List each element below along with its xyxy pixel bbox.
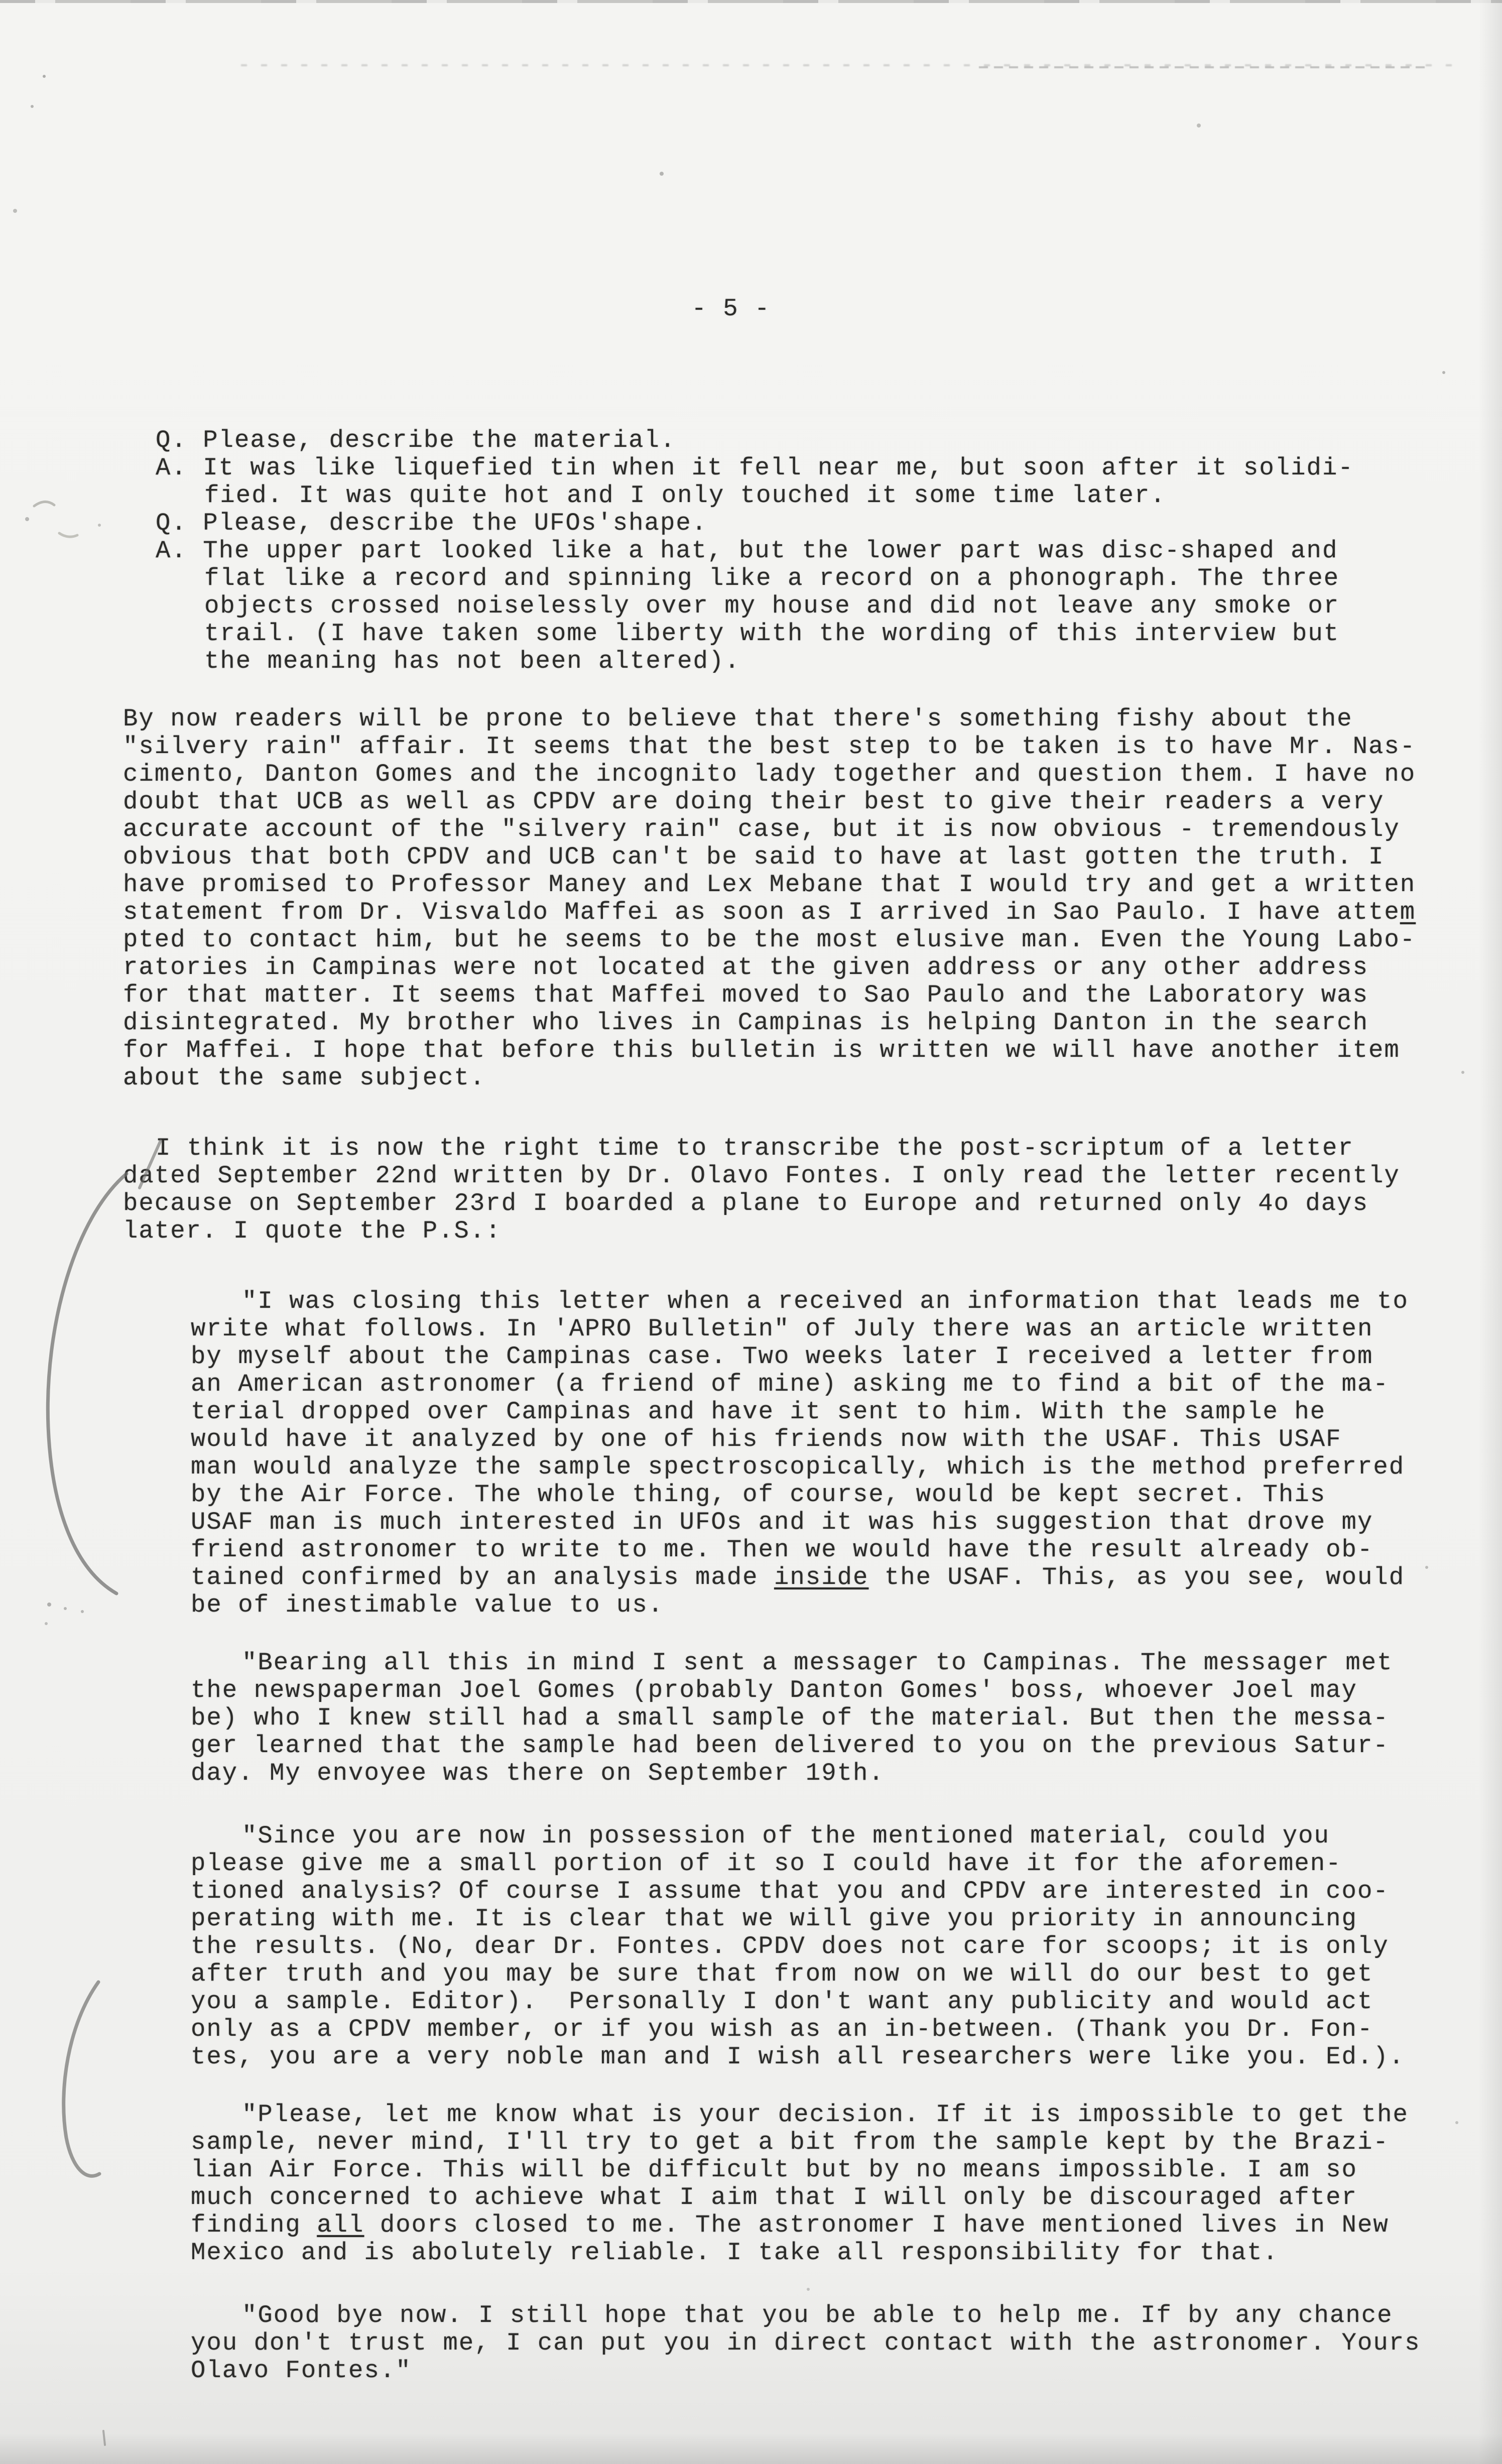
- silvery-rain-paragraph: [0, 705, 1502, 1092]
- page-number: - 5 -: [691, 295, 771, 323]
- text-line: for Maffei. I hope that before this bulletin is written we will have another item: [123, 1036, 1400, 1064]
- text-line: doubt that UCB as well as CPDV are doing their best to give their readers a very: [123, 788, 1385, 816]
- text-line: flat like a record and spinning like a record on a phonograph. The three: [204, 564, 1340, 592]
- text-line: friend astronomer to write to me. Then we would have the result already ob-: [191, 1536, 1373, 1564]
- text-line: "Please, let me know what is your decision. If it is impossible to get the: [242, 2101, 1409, 2129]
- text-line: tioned analysis? Of course I assume that you and CPDV are interested in coo-: [191, 1877, 1389, 1905]
- text-line: Mexico and is abolutely reliable. I take all responsibility for that.: [191, 2239, 1279, 2267]
- text-line: terial dropped over Campinas and have it sent to him. With the sample he: [191, 1398, 1326, 1426]
- text-line: Q. Please, describe the UFOs'shape.: [156, 509, 708, 537]
- text-line: "silvery rain" affair. It seems that the best step to be taken is to have Mr. Nas-: [123, 732, 1416, 761]
- text-line: tes, you are a very noble man and I wish all researchers were like you. Ed.).: [191, 2043, 1405, 2071]
- text-line: only as a CPDV member, or if you wish as an in-between. (Thank you Dr. Fon-: [191, 2015, 1373, 2043]
- document-lines: [0, 427, 1502, 2385]
- text-line: disintegrated. My brother who lives in Campinas is helping Danton in the search: [123, 1009, 1368, 1037]
- text-line: tained confirmed by an analysis made inside the USAF. This, as you see, would: [191, 1563, 1405, 1591]
- text-line: day. My envoyee was there on September 19th.: [191, 1759, 885, 1787]
- text-line: A. The upper part looked like a hat, but the lower part was disc-shaped and: [156, 537, 1338, 565]
- text-line: would have it analyzed by one of his friends now with the USAF. This USAF: [191, 1425, 1342, 1453]
- text-line: A. It was like liquefied tin when it fell near me, but soon after it solidi-: [156, 454, 1354, 482]
- text-line: the meaning has not been altered).: [204, 647, 740, 675]
- letter-paragraph-goodbye: [0, 2302, 1502, 2385]
- text-line: By now readers will be prone to believe that there's something fishy about the: [123, 705, 1353, 733]
- text-line: finding all doors closed to me. The astronomer I have mentioned lives in New: [191, 2211, 1389, 2239]
- text-line: you a sample. Editor). Personally I don't want any publicity and would act: [191, 1988, 1373, 2016]
- text-line: ratories in Campinas were not located at the given address or any other address: [123, 953, 1368, 981]
- letter-paragraph-please: [0, 2101, 1502, 2267]
- text-line: much concerned to achieve what I aim that I will only be discouraged after: [191, 2183, 1357, 2211]
- text-line: "I was closing this letter when a received an information that leads me to: [242, 1287, 1409, 1315]
- text-line: for that matter. It seems that Maffei moved to Sao Paulo and the Laboratory was: [123, 981, 1368, 1009]
- text-line: an American astronomer (a friend of mine) asking me to find a bit of the ma-: [191, 1370, 1389, 1398]
- text-line: be of inestimable value to us.: [191, 1591, 664, 1619]
- qa-interview-block: [0, 427, 1502, 675]
- text-line: later. I quote the P.S.:: [123, 1217, 502, 1245]
- text-line: man would analyze the sample spectroscopically, which is the method preferred: [191, 1453, 1405, 1481]
- letter-paragraph-since: [0, 1822, 1502, 2071]
- text-line: statement from Dr. Visvaldo Maffei as soon as I arrived in Sao Paulo. I have attem: [123, 898, 1416, 926]
- text-line: trail. (I have taken some liberty with the wording of this interview but: [204, 620, 1340, 648]
- text-line: cimento, Danton Gomes and the incognito lady together and question them. I have no: [123, 760, 1416, 788]
- text-line: by myself about the Campinas case. Two weeks later I received a letter from: [191, 1342, 1373, 1371]
- text-line: Olavo Fontes.": [191, 2357, 412, 2385]
- scan-edge-right: [1479, 0, 1502, 2464]
- text-line: write what follows. In 'APRO Bulletin" of July there was an article written: [191, 1315, 1373, 1343]
- scan-edge-top: [0, 0, 1502, 3]
- text-line: please give me a small portion of it so I could have it for the aforemen-: [191, 1850, 1342, 1878]
- text-line: the newspaperman Joel Gomes (probably Danton Gomes' boss, whoever Joel may: [191, 1676, 1357, 1704]
- text-line: you don't trust me, I can put you in direct contact with the astronomer. Yours: [191, 2329, 1421, 2357]
- text-line: fied. It was quite hot and I only touched it some time later.: [204, 481, 1166, 510]
- text-line: pted to contact him, but he seems to be the most elusive man. Even the Young Labo-: [123, 926, 1416, 954]
- text-line: objects crossed noiselessly over my house and did not leave any smoke or: [204, 592, 1340, 620]
- text-line: Q. Please, describe the material.: [156, 426, 676, 454]
- postscriptum-intro-paragraph: [0, 1135, 1502, 1245]
- text-line: the results. (No, dear Dr. Fontes. CPDV does not care for scoops; it is only: [191, 1932, 1389, 1960]
- text-line: have promised to Professor Maney and Lex Mebane that I would try and get a written: [123, 871, 1416, 899]
- text-line: sample, never mind, I'll try to get a bit from the sample kept by the Brazi-: [191, 2128, 1389, 2156]
- text-line: after truth and you may be sure that from now on we will do our best to get: [191, 1960, 1373, 1988]
- text-line: by the Air Force. The whole thing, of course, would be kept secret. This: [191, 1481, 1326, 1509]
- text-line: "Bearing all this in mind I sent a messager to Campinas. The messager met: [242, 1649, 1393, 1677]
- text-line: lian Air Force. This will be difficult but by no means impossible. I am so: [191, 2156, 1357, 2184]
- text-line: about the same subject.: [123, 1064, 486, 1092]
- text-line: dated September 22nd written by Dr. Olavo Fontes. I only read the letter recently: [123, 1162, 1400, 1190]
- text-line: accurate account of the "silvery rain" case, but it is now obvious - tremendously: [123, 815, 1400, 843]
- text-line: USAF man is much interested in UFOs and it was his suggestion that drove my: [191, 1508, 1373, 1536]
- scan-edge-bottom: [0, 2434, 1502, 2464]
- letter-paragraph-closing: [0, 1288, 1502, 1619]
- text-line: perating with me. It is clear that we will give you priority in announcing: [191, 1905, 1357, 1933]
- text-line: be) who I knew still had a small sample of the material. But then the messa-: [191, 1704, 1389, 1732]
- text-line: I think it is now the right time to transcribe the post-scriptum of a letter: [156, 1134, 1354, 1162]
- letter-paragraph-bearing: [0, 1649, 1502, 1787]
- text-line: obvious that both CPDV and UCB can't be said to have at last gotten the truth. I: [123, 843, 1385, 871]
- text-line: ger learned that the sample had been delivered to you on the previous Satur-: [191, 1732, 1389, 1760]
- text-line: because on September 23rd I boarded a plane to Europe and returned only 4o days: [123, 1189, 1368, 1217]
- text-line: "Good bye now. I still hope that you be able to help me. If by any chance: [242, 2301, 1393, 2329]
- text-line: "Since you are now in possession of the mentioned material, could you: [242, 1822, 1330, 1850]
